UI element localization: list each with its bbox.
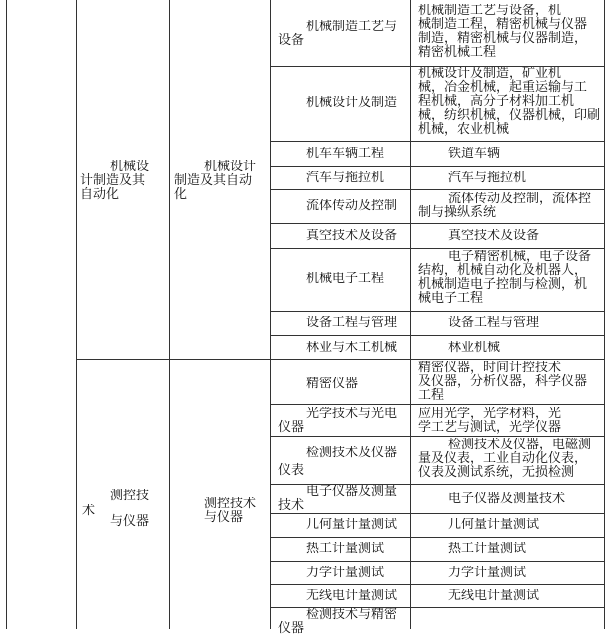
- detail-line: 精密机械工程: [418, 45, 497, 60]
- former-major-detail: 林业机械: [448, 341, 501, 355]
- former-major-detail: 热工计量测试: [448, 542, 527, 556]
- row-divider: [270, 537, 605, 538]
- former-major-detail: [418, 192, 591, 220]
- former-major-name: 热工计量测试: [306, 542, 385, 556]
- group-divider: [76, 359, 605, 360]
- former-major-name: 无线电计量测试: [306, 589, 398, 603]
- detail-line: 程机械，高分子材料加工机: [418, 94, 575, 109]
- former-major-name: [306, 96, 397, 110]
- detail-line: 仪表及测试系统，无损检测: [418, 465, 575, 480]
- former-major-name: 机车车辆工程: [306, 147, 385, 161]
- detail-line: 学工艺与测试，光学仪器: [418, 420, 562, 435]
- name-line: 电子仪器及测量: [306, 485, 398, 499]
- major-line: 测控技术: [204, 497, 257, 511]
- former-major-detail: [418, 4, 587, 60]
- former-major-detail: 设备工程与管理: [448, 316, 540, 330]
- row-divider: [270, 584, 605, 585]
- category-cell: 术: [82, 504, 96, 518]
- detail-line: 械电子工程: [418, 291, 484, 306]
- table-border: [604, 0, 605, 629]
- former-major-name: 力学计量测试: [306, 566, 385, 580]
- name-line: 机械制造工艺与: [306, 20, 398, 34]
- discipline-cell: [110, 489, 149, 529]
- name-line: 机械设计及制造: [306, 96, 398, 110]
- table-border: [270, 0, 271, 629]
- detail-line: 应用光学，光学材料，光: [418, 407, 562, 421]
- discipline-line: 自动化: [80, 187, 120, 202]
- row-divider: [270, 513, 605, 514]
- name-line: 检测技术与精密: [306, 608, 398, 622]
- former-major-detail: 汽车与拖拉机: [448, 171, 527, 185]
- discipline-line: 与仪器: [110, 514, 150, 529]
- major-cell: [204, 497, 256, 525]
- row-divider: [270, 189, 605, 190]
- table-border: [169, 0, 170, 629]
- former-major-name: 几何量计量测试: [306, 518, 398, 532]
- former-major-detail: 铁道车辆: [448, 147, 501, 161]
- former-major-name: [278, 407, 397, 435]
- row-divider: [270, 311, 605, 312]
- former-major-name: 设备工程与管理: [306, 316, 398, 330]
- discipline-cell: [80, 160, 166, 202]
- former-major-name: 机械电子工程: [306, 272, 385, 286]
- detail-line: 制与操纵系统: [418, 205, 497, 220]
- name-line: 技术: [278, 498, 305, 513]
- discipline-line: 计制造及其: [80, 173, 146, 188]
- row-divider: [270, 223, 605, 224]
- former-major-name: [278, 485, 397, 513]
- former-major-detail: [418, 438, 591, 480]
- name-line: 仪表: [278, 463, 305, 478]
- major-cell: [174, 160, 268, 202]
- major-line: 制造及其自动: [174, 173, 253, 188]
- discipline-line: 机械设: [110, 160, 150, 174]
- former-major-detail: [418, 361, 587, 403]
- table-border: [76, 0, 77, 629]
- detail-line: 机械制造工艺与设备，机: [418, 4, 562, 18]
- discipline-line: 测控技: [110, 489, 150, 503]
- detail-line: 精密仪器，时间计控技术: [418, 361, 562, 375]
- detail-line: 机械设计及制造，矿业机: [418, 67, 562, 81]
- former-major-name: 林业与木工机械: [306, 341, 398, 355]
- former-major-name: 汽车与拖拉机: [306, 171, 385, 185]
- detail-line: 制造，精密机械与仪器制造，: [418, 31, 588, 46]
- row-divider: [270, 561, 605, 562]
- detail-line: 械，纺织机械，仪器机械，印刷: [418, 108, 601, 123]
- detail-line: 结构，机械自动化及机器人，: [418, 263, 588, 278]
- detail-line: 量及仪表，工业自动化仪表，: [418, 451, 588, 466]
- former-major-name: [278, 608, 397, 636]
- detail-line: 机械，农业机械: [418, 122, 510, 137]
- row-divider: [270, 335, 605, 336]
- major-line: 与仪器: [204, 510, 244, 525]
- table-border: [6, 0, 7, 629]
- detail-line: 械制造工程，精密机械与仪器: [418, 17, 588, 32]
- name-line: 仪器: [278, 621, 305, 636]
- former-major-detail: 几何量计量测试: [448, 518, 540, 532]
- former-major-detail: 力学计量测试: [448, 566, 527, 580]
- major-line: 化: [174, 187, 188, 202]
- former-major-name: 真空技术及设备: [306, 229, 398, 243]
- former-major-detail: 电子仪器及测量技术: [448, 492, 566, 506]
- former-major-name: 精密仪器: [306, 377, 359, 391]
- detail-line: 流体传动及控制，流体控: [448, 192, 592, 206]
- detail-line: 检测技术及仪器，电磁测: [448, 438, 592, 452]
- former-major-detail: [418, 67, 600, 137]
- former-major-name: [278, 20, 397, 48]
- row-divider: [270, 248, 605, 249]
- detail-line: 及仪器，分析仪器，科学仪器: [418, 374, 588, 389]
- detail-line: 械，冶金机械，起重运输与工: [418, 80, 588, 95]
- name-line: 设备: [278, 33, 305, 48]
- row-divider: [270, 436, 605, 437]
- name-line: 检测技术及仪器: [306, 446, 398, 460]
- row-divider: [270, 141, 605, 142]
- former-major-detail: 真空技术及设备: [448, 229, 540, 243]
- former-major-name: 流体传动及控制: [306, 199, 398, 213]
- row-divider: [270, 166, 605, 167]
- detail-line: 电子精密机械，电子设备: [448, 250, 592, 264]
- former-major-detail: [418, 407, 561, 435]
- table-border: [410, 0, 411, 629]
- detail-line: 工程: [418, 388, 445, 403]
- row-divider: [270, 404, 605, 405]
- major-line: 机械设计: [204, 160, 257, 174]
- name-line: 光学技术与光电: [306, 407, 398, 421]
- name-line: 仪器: [278, 420, 305, 435]
- detail-line: 机械制造电子控制与检测，机: [418, 277, 588, 292]
- former-major-detail: [418, 250, 591, 306]
- former-major-name: [278, 446, 397, 478]
- former-major-detail: 无线电计量测试: [448, 589, 540, 603]
